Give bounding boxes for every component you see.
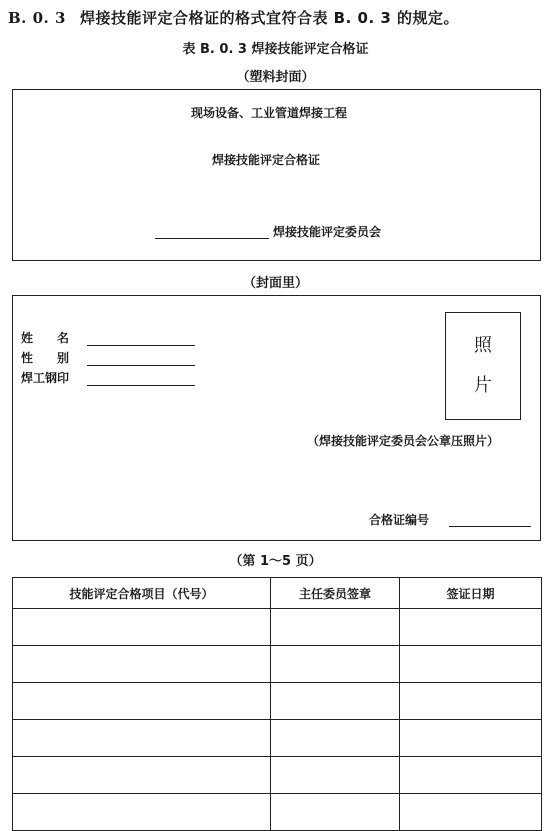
table-header-row	[13, 578, 542, 609]
section-heading-text: 焊接技能评定合格证的格式宜符合表 B. 0. 3 的规定。	[79, 9, 460, 27]
table-row	[13, 646, 542, 683]
table-cell	[400, 794, 542, 831]
table-row	[13, 720, 542, 757]
table-cell	[13, 794, 271, 831]
table-cell	[13, 683, 271, 720]
table-row	[13, 757, 542, 794]
field-name	[21, 329, 195, 346]
field-name-blank	[87, 345, 195, 346]
cover-line-project: 现场设备、工业管道焊接工程	[191, 106, 348, 120]
photo-char-1: 照	[474, 335, 492, 356]
table-cell	[400, 720, 542, 757]
inside-cover-caption: （封面里）	[242, 276, 308, 291]
table-row	[13, 609, 542, 646]
cover-line-certificate: 焊接技能评定合格证	[212, 153, 321, 167]
table-cell	[400, 683, 542, 720]
table-cell	[13, 646, 271, 683]
photo-box	[445, 312, 521, 420]
col-header-date: 签证日期	[400, 578, 542, 609]
table-caption: 表 B. 0. 3 焊接技能评定合格证	[182, 42, 369, 57]
table-cell	[400, 757, 542, 794]
table-cell	[271, 757, 400, 794]
cover-box	[12, 89, 541, 261]
cover-line-committee: 焊接技能评定委员会	[273, 225, 382, 239]
inside-cover-box	[12, 295, 541, 541]
cert-number-label: 合格证编号	[369, 513, 430, 527]
field-stamp-blank	[87, 385, 195, 386]
table-cell	[400, 609, 542, 646]
table-cell	[271, 609, 400, 646]
table-row	[13, 794, 542, 831]
field-gender-blank	[87, 365, 195, 366]
table-cell	[13, 609, 271, 646]
field-stamp-label: 焊工钢印	[21, 371, 70, 385]
committee-name-blank	[155, 238, 269, 239]
photo-char-2: 片	[474, 375, 492, 396]
table-cell	[271, 646, 400, 683]
table-cell	[271, 683, 400, 720]
col-header-item: 技能评定合格项目（代号）	[13, 578, 271, 609]
table-cell	[271, 794, 400, 831]
cert-number-blank	[449, 526, 531, 527]
section-heading	[8, 7, 459, 28]
field-gender-label: 性 别	[21, 351, 70, 365]
col-header-signature: 主任委员签章	[271, 578, 400, 609]
cover-caption: （塑料封面）	[236, 70, 315, 85]
field-stamp	[21, 369, 195, 386]
table-cell	[13, 720, 271, 757]
table-cell	[400, 646, 542, 683]
section-number: B. 0. 3	[8, 9, 66, 27]
stamp-note: （焊接技能评定委员会公章压照片）	[307, 434, 500, 448]
pages-caption: （第 1～5 页）	[229, 554, 322, 569]
table-cell	[271, 720, 400, 757]
qualification-table	[12, 577, 542, 831]
table-row	[13, 683, 542, 720]
field-name-label: 姓 名	[21, 331, 70, 345]
field-gender	[21, 349, 195, 366]
table-cell	[13, 757, 271, 794]
